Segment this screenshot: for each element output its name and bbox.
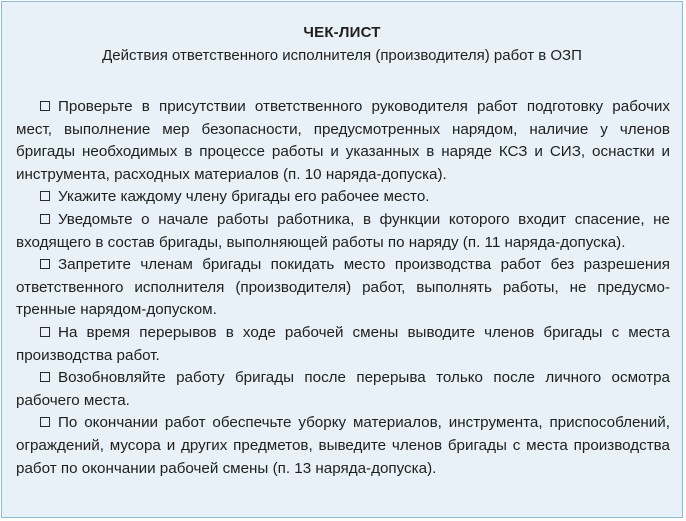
checklist-item-text: Проверьте в присутствии ответственного руководителя работ подготовку рабочих мест, выполнение мер безопасности, предусмотренных нарядом, наличие у членов бригады необходимых в процессе работы и указанных в наряде КСЗ и СИЗ, оснастки и инструмента, расходных материалов (п. 10 наряда-допуска).	[16, 98, 670, 183]
checklist-title: ЧЕК-ЛИСТ	[303, 24, 381, 41]
checkbox-icon	[40, 259, 50, 269]
checkbox-icon	[40, 372, 50, 382]
checklist-item-4	[16, 254, 670, 322]
checklist-items	[16, 96, 670, 480]
checklist-item-5	[16, 322, 670, 367]
checklist-item-text: Укажите каждому члену бригады его рабочее место.	[58, 188, 430, 206]
checklist-item-1	[16, 96, 670, 186]
checklist-item-2	[16, 186, 670, 209]
checklist-panel	[1, 1, 683, 518]
checklist-item-text: Уведомьте о начале работы работника, в функции которого входит спасение, не входящего в состав бригады, выполняющей работы по наряду (п. 11 наряда-допуска).	[16, 210, 670, 251]
checklist-item-text: Запретите членам бригады покидать место производства работ без разрешения ответственного исполнителя (производителя) работ, выполнять работы, не предусмотренные нарядом-допуском.	[16, 256, 670, 319]
checkbox-icon	[40, 327, 50, 337]
checkbox-icon	[40, 101, 50, 111]
checklist-item-7	[16, 412, 670, 480]
checklist-item-text: На время перерывов в ходе рабочей смены выводите членов бригады с места производства работ.	[16, 323, 670, 364]
checklist-item-6	[16, 367, 670, 412]
checklist-item-text: Возобновляйте работу бригады после перерыва только после личного осмотра рабочего места.	[16, 369, 670, 409]
checklist-subtitle: Действия ответственного исполнителя (производителя) работ в ОЗП	[102, 47, 582, 64]
checkbox-icon	[40, 191, 50, 201]
checkbox-icon	[40, 417, 50, 427]
checkbox-icon	[40, 214, 50, 224]
checklist-item-text: По окончании работ обеспечьте уборку материалов, инструмента, приспособлений, ограждений, мусора и других предметов, выведите членов бригады с места производства работ по окончании рабочей смены (п. 13 наряда-допуска).	[16, 414, 670, 477]
checklist-item-3	[16, 209, 670, 254]
